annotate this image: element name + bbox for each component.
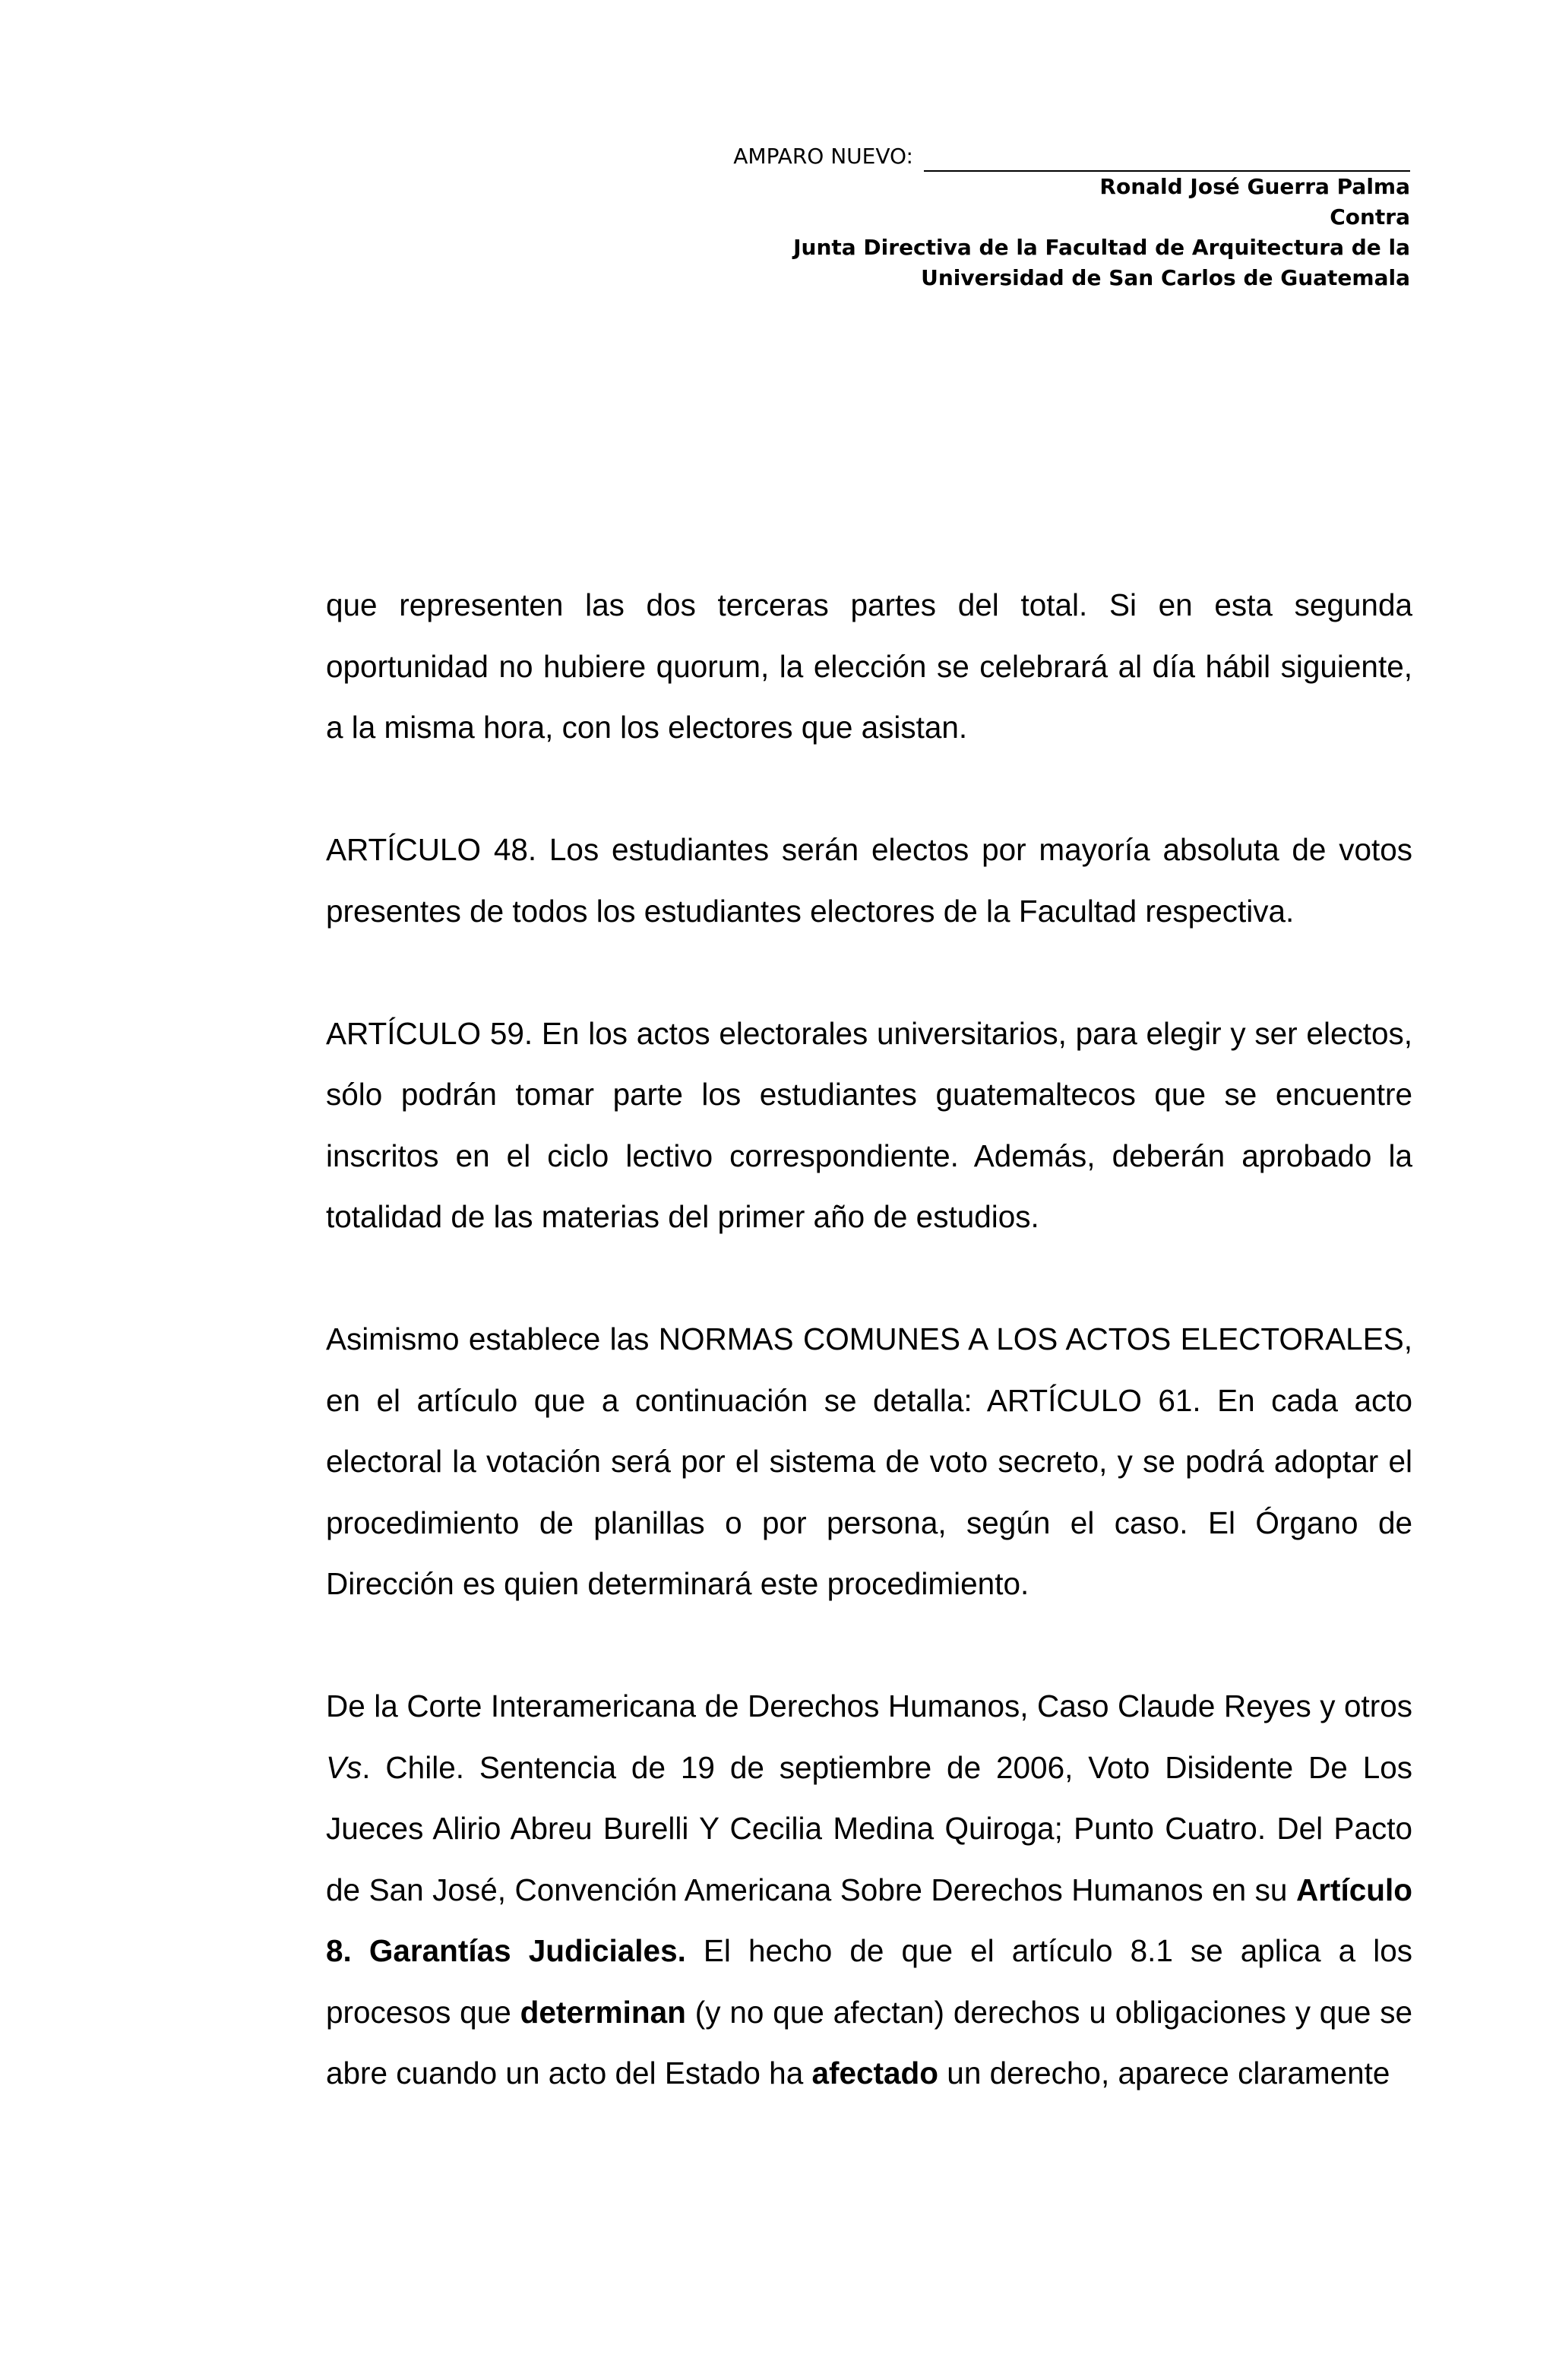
contra-label: Contra: [1330, 204, 1410, 229]
amparo-label: AMPARO NUEVO:: [733, 144, 913, 169]
paragraph-corte-interamericana: [326, 1676, 1412, 2104]
case-header: [422, 141, 1410, 293]
respondent-line-2: Universidad de San Carlos de Guatemala: [921, 265, 1410, 290]
amparo-row: [422, 141, 1410, 172]
document-body: [326, 574, 1412, 2104]
bold-text: determinan: [520, 1994, 686, 2030]
text-span: El hecho de que el artículo 8.1 se aplica a los procesos que: [326, 1933, 1412, 2030]
text-span: un derecho, aparece claramente: [938, 2056, 1390, 2090]
italic-text: Vs: [326, 1749, 362, 1785]
paragraph-normas-comunes: Asimismo establece las NORMAS COMUNES A LOS ACTOS ELECTORALES, en el artículo que a continuación se detalla: ARTÍCULO 61. En cada acto electoral la votación será por el sistema de voto secreto, y se podrá adoptar el procedimiento de planillas o por persona, según el caso. El Órgano de Dirección es quien determinará este procedimiento.: [326, 1321, 1412, 1601]
text-span: (y no que afectan) derechos u obligaciones y que se abre cuando un acto del Estado ha: [326, 1994, 1412, 2090]
text-span: . Chile. Sentencia de 19 de septiembre de 2006, Voto Disidente De Los Jueces Alirio Abreu Burelli Y Cecilia Medina Quiroga; Punto Cuatro. Del Pacto de San José, Convención Americana Sobre Derechos Humanos en su: [326, 1749, 1412, 1907]
party-name: Ronald José Guerra Palma: [1099, 174, 1410, 199]
respondent-line-1: Junta Directiva de la Facultad de Arquitectura de la: [793, 235, 1410, 260]
bold-text: Artículo 8. Garantías Judiciales.: [326, 1872, 1412, 1968]
bold-text: afectado: [811, 2056, 939, 2090]
paragraph-continuation: que representen las dos terceras partes del total. Si en esta segunda oportunidad no hubiere quorum, la elección se celebrará al día hábil siguiente, a la misma hora, con los electores que asistan.: [326, 587, 1412, 745]
paragraph-articulo-48: ARTÍCULO 48. Los estudiantes serán electos por mayoría absoluta de votos presentes de todos los estudiantes electores de la Facultad respectiva.: [326, 832, 1412, 929]
amparo-number-blank: [924, 149, 1410, 172]
paragraph-articulo-59: ARTÍCULO 59. En los actos electorales universitarios, para elegir y ser electos, sólo podrán tomar parte los estudiantes guatemaltecos que se encuentre inscritos en el ciclo lectivo correspondiente. Además, deberán aprobado la totalidad de las materias del primer año de estudios.: [326, 1015, 1412, 1234]
text-span: De la Corte Interamericana de Derechos Humanos, Caso Claude Reyes y otros: [326, 1688, 1412, 1723]
